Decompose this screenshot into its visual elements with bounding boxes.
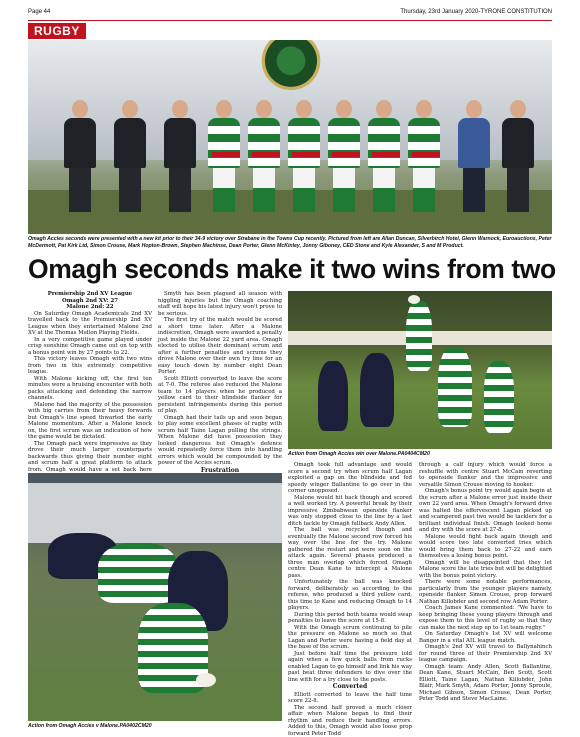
paragraph: Omagh's 2nd XV will travel to Ballynahinch for round three of their Premiership 2nd XV league campaign. (419, 644, 552, 663)
paragraph: Malone would hit back though and scored a well worked try. A powerful break by their impressive Zimbabwean openside flanker was only stopped close to the line by a last ditch tackle by Omagh fullback Andy Allen. (288, 494, 412, 527)
subheading: Frustration (200, 466, 240, 474)
paragraph: In a very competitive game played under crisp sunshine Omagh came out on top with a bonus point win by 27 points to 22. (28, 336, 152, 356)
team-photo-caption: Omagh Accies seconds were presented with a new kit prior to their 34-9 victory over Strabane in the Towns Cup recently. Pictured from left are Allan Duncan, Silverbirch Hotel, Glenn Warnock, Euroauctions, Peter McDermott, Pat Kirk Ltd, Simon Crouse, Mark Hopton-Brown, Stephen Machinse, Dean Porter, Glenn McKinley, Jonny Giboney, CED Stone and Kyle Alexander, S and M Product. (28, 236, 552, 249)
paragraph: Omagh team: Andy Allen, Scott Ballantine, Dean Kane, Stuart McCain, Ben Scott, Scott Elliott, Taine Lagan, Nathan Killobder, John Blair, Mark Smyth, Adam Porter, Jonny Sproule, Michael Gibson, Simon Crouse, Dean Porter, Peter Todd and Steve MacLaine. (419, 663, 552, 702)
paragraph: Just before half time the pressure told again when a few quick balls from rucks enabled Lagan to go himself and link his way past beat three defenders to dive over the line with for a try close to the posts. (288, 650, 412, 683)
person-figure (112, 100, 148, 212)
paragraph: Unfortunately the ball was knocked forward, deliberately so according to the referee, who produced a third yellow card, this time to Kane and reducing Omagh to 14 players. (288, 579, 412, 611)
person-figure (500, 100, 536, 212)
paragraph: There were some notable performances, particularly from the younger players namely, openside flanker Simon Crouse, prop forward Nathan Killobder and second row Adam Porter. (419, 579, 552, 605)
paragraph: Coach James Kane commented: "We have to keep bringing these young players through and expose them to this level of rugby so that they can make the next step up to 1st team rugby." (419, 605, 552, 631)
player-figure (246, 100, 282, 212)
paragraph: During this period both teams would swap penalties to leave the score at 15-8. (288, 611, 412, 624)
person-figure (62, 100, 98, 212)
headline: Omagh seconds make it two wins from two (28, 254, 556, 284)
action-photo-lineout (288, 291, 552, 449)
paragraph: Omagh had their tails up and soon began to play some excellent phases of rugby with scrum half Taine Lagan pulling the strings. When Malone did have possession they looked dangerous but Omagh's defence would repeatedly force them into handling errors which would be compounded by the power of the Accies scrum. (158, 414, 282, 466)
paragraph: The first try of the match would be scored a short time later. After a Malone indiscretion, Omagh were awarded a penalty just inside the Malone 22 yard area. Omagh elected to utilise their dominant scrum and after a further penalties and scrums they drove Malone over their own try line for an easy touch down by number eight Dean Porter. (158, 317, 282, 375)
article-column-2 (158, 291, 282, 474)
paragraph: Elliott converted to leave the half time score 22-8. (288, 691, 412, 704)
player-figure (484, 361, 514, 433)
player-figure (438, 347, 472, 427)
paragraph: The ball was recycled though and eventually the Malone second row forced his way over the line for the try. Malone gathered the restart and were soon on the attack again. Several phases produced a three man overlap which forced Omagh centre Dean Kane to intercept a Malone pass. (288, 527, 412, 579)
person-figure (456, 100, 492, 212)
player-figure (98, 543, 178, 603)
paragraph: Omagh's bonus point try would again begin at the scrum after a Malone error just inside their own 22 yard area. When Omagh's forward drive was halted the effervescent Lagan picked up and scampered past two would be tacklers for a brilliant individual finish. Omagh looked home and dry with the score at 27-8. (419, 488, 552, 533)
paragraph: Omagh took full advantage and would score a second try when scrum half Lagan exploited a gap on the blindside and fed speedy winger Ballantine to go over in the corner unopposed. (288, 462, 412, 494)
paragraph: Malone would fight back again though and would score two late converted tries which would bring them back to 27-22 and earn themselves a losing bonus point. (419, 533, 552, 559)
publication-date: Thursday, 23rd January 2020-TYRONE CONSTITUTION (400, 9, 552, 15)
fixture-line: Omagh 2nd XV: 27 (62, 297, 118, 304)
page-number: Page 44 (28, 9, 51, 15)
player-figure (206, 100, 242, 212)
action-photo-1-caption: Action from Omagh Accies win over Malone.PA0404CM20 (288, 451, 430, 457)
player-figure (360, 353, 394, 427)
article-column-4 (419, 462, 552, 734)
player-figure (318, 361, 348, 431)
paragraph: With Malone kicking off, the first ten minutes were a bruising encounter with both packs attacking and defending the narrow channels. (28, 375, 152, 401)
action-photo-ruck (28, 473, 282, 721)
paragraph: The Omagh pack were impressive as they drove their much larger counterparts backwards thus giving their number eight and scrum half a great platform to attack from. Omagh would have a set back here (28, 440, 152, 473)
paragraph: through a calf injury which would force a reshuffle with centre Stuart McCain reverting to openside flanker and the impressive and versatile Simon Crouse moving to hooker. (419, 462, 552, 488)
player-figure (366, 100, 402, 212)
fixture-line: Premiership 2nd XV League (47, 291, 133, 297)
section-banner (28, 20, 552, 38)
paragraph: Smyth has been plagued all season with niggling injuries but the Omagh coaching staff will hope his latest injury won't prove to be serious. (158, 291, 282, 317)
article-column-3 (288, 462, 412, 737)
player-figure (286, 100, 322, 212)
paragraph: The second half proved a much closer affair when Malone began to find their rhythm and reduce their handling errors. Added to this, Omagh would also loose prop forward Peter Todd (288, 704, 412, 737)
paragraph: On Saturday Omagh's 1st XV will welcome Bangor in a vital AIL league match. (419, 631, 552, 644)
player-figure (406, 100, 442, 212)
action-photo-2-caption: Action from Omagh Accies v Malone.PA0402CM20 (28, 723, 152, 729)
paragraph: This victory leaves Omagh with two wins from two in this extremely competitive league. (28, 356, 152, 375)
paragraph: Malone had the majority of the possession with big carries from their heavy forwards but Omagh's line speed thwarted the early Malone momentum. After a Malone knock on, the first scrum was an indication of how the game would be dictated. (28, 401, 152, 440)
page-header (28, 7, 552, 19)
paragraph: Scott Elliott converted to leave the score at 7-0. The referee also reduced the Malone team to 14 players when he produced a yellow card to their blindside flanker for persistent infringements during this period of play. (158, 375, 282, 414)
player-figure (326, 100, 362, 212)
paragraph: On Saturday Omagh Academicals 2nd XV travelled back to the Premiership 2nd XV League when they entertained Malone 2nd XV at the Thomas Mellon Playing Fields. (28, 310, 152, 336)
article-column-1 (28, 291, 152, 473)
paragraph: With the Omagh scrum continuing to pile the pressure on Malone so much so that Lagan and Porter were having a field day at the base of the scrum. (288, 624, 412, 650)
person-figure (162, 100, 198, 212)
club-crest-image (256, 40, 326, 92)
fixture-line: Malone 2nd: 22 (66, 304, 114, 310)
team-photo (28, 40, 552, 234)
rugby-ball (408, 295, 420, 304)
rugby-ball (196, 673, 216, 687)
player-figure (406, 301, 432, 371)
paragraph: Omagh will be disappointed that they let Malone score the late tries but will be delighted with the bonus point victory. (419, 559, 552, 579)
section-label: RUGBY (28, 23, 86, 39)
subheading: Converted (332, 683, 368, 690)
